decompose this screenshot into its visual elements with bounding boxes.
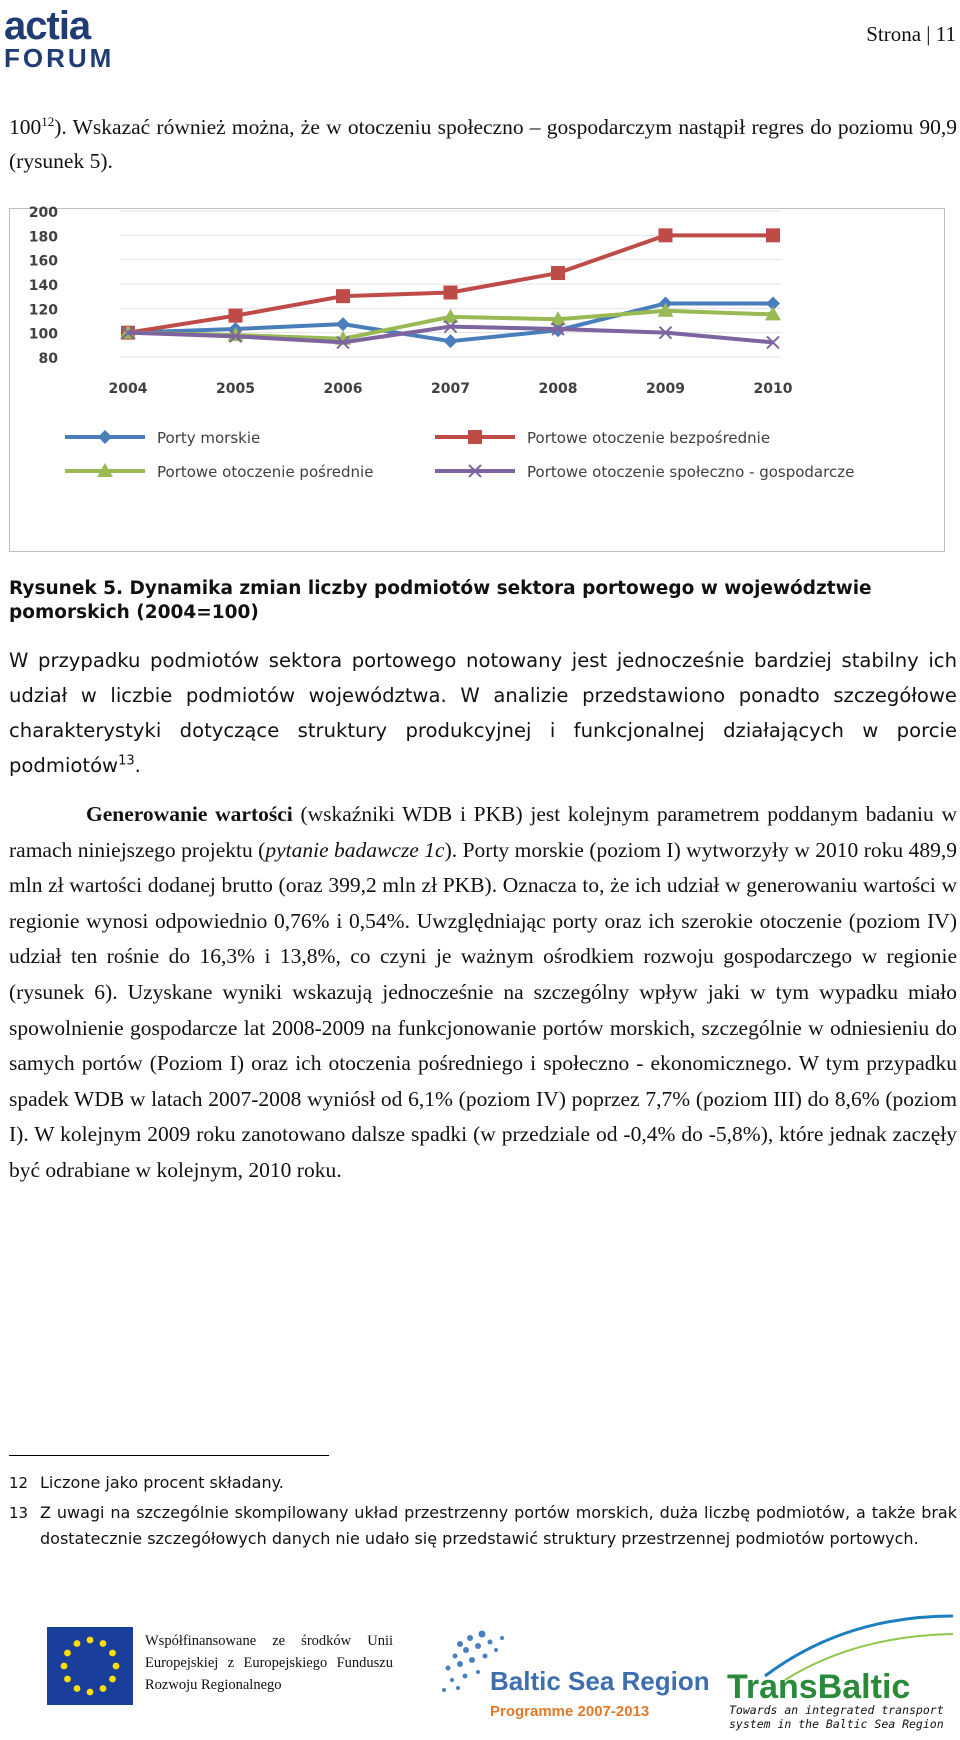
legend-marker: [98, 430, 112, 444]
footnote-ref-12[interactable]: 12: [41, 113, 55, 129]
eu-star: [113, 1663, 120, 1670]
logo-bottom-text: FORUM: [4, 43, 115, 73]
baltic-dots-icon: [430, 1620, 710, 1730]
paragraph-1-end: .: [134, 754, 141, 777]
eu-star: [100, 1685, 107, 1692]
line-chart: [10, 205, 944, 551]
data-point: [659, 228, 673, 242]
data-point: [766, 228, 780, 242]
eu-star: [100, 1640, 107, 1647]
eu-star: [109, 1650, 116, 1657]
page-number: Strona | 11: [866, 22, 956, 46]
transbaltic-tagline-2: system in the Baltic Sea Region: [729, 1717, 944, 1731]
chart-figure: [9, 205, 945, 552]
footnote-12-number: 12: [9, 1474, 29, 1492]
transbaltic-title: TransBaltic: [727, 1668, 911, 1706]
paragraph-2-part1: (wskaźniki WDB i PKB) jest kolejnym parametrem poddanym badaniu w ramach niniejszego projektu (: [9, 802, 957, 862]
transbaltic-logo: [725, 1606, 957, 1730]
eu-star: [87, 1689, 94, 1696]
y-tick-label: 100: [28, 326, 58, 343]
legend-label: Portowe otoczenie pośrednie: [157, 463, 374, 481]
y-tick-label: 80: [38, 351, 58, 367]
eu-stars-icon: [47, 1627, 133, 1705]
paragraph-2: [9, 797, 957, 1189]
legend-label: Portowe otoczenie bezpośrednie: [527, 429, 771, 447]
data-point: [336, 289, 350, 303]
footnote-13: [9, 1500, 957, 1582]
x-tick-label: 2006: [323, 381, 363, 397]
paragraph-1-text: W przypadku podmiotów sektora portowego notowany jest jednocześnie bardziej stabilny ich udział w liczbie podmiotów województwa. W analizie przedstawiono ponadto szczegółowe charakterystyki dotyczące struktury produkcyjnej i funkcjonalnej działających w porcie podmiotów: [9, 649, 957, 777]
eu-star: [64, 1650, 71, 1657]
x-tick-label: 2009: [646, 381, 685, 397]
data-point: [551, 266, 565, 280]
figure-caption: Rysunek 5. Dynamika zmian liczby podmiotów sektora portowego w województwie pomorskich (2004=100): [9, 578, 872, 623]
actia-forum-logo: [4, 4, 124, 73]
eu-star: [74, 1685, 81, 1692]
eu-star: [109, 1676, 116, 1683]
paragraph-1: [9, 643, 957, 783]
footnote-13-text: Z uwagi na szczególnie skompilowany układ przestrzenny portów morskich, duża liczbę podmiotów, a także brak dostatecznie szczegółowych danych nie udało się przedstawić struktury przestrzennej podmiotów portowych.: [40, 1503, 957, 1548]
footnote-ref-13[interactable]: 13: [118, 753, 135, 769]
x-tick-label: 2008: [538, 381, 578, 397]
footnote-13-number: 13: [9, 1504, 29, 1522]
eu-star: [74, 1640, 81, 1647]
intro-paragraph: [9, 110, 957, 178]
paragraph-2-bold: Generowanie wartości: [86, 802, 293, 826]
data-point: [444, 286, 458, 300]
y-tick-label: 200: [28, 205, 58, 221]
paragraph-2-part2: ). Porty morskie (poziom I) wytworzyły w 2010 roku 489,9 mln zł wartości dodanej brutto (oraz 399,2 mln zł PKB). Oznacza to, że ich udział w generowaniu wartości w regionie wynosi odpowiednio 0,76% i 0,54%. Uwzględniając porty oraz ich szerokie otoczenie (poziom IV) udział ten rośnie do 16,3% i 13,8%, co czyni je ważnym ośrodkiem rozwoju gospodarczego w regionie (rysunek 6). Uzyskane wyniki wskazują jednocześnie na szczególny wpływ jaki w tym wypadku miało spowolnienie gospodarcze lat 2008-2009 na funkcjonowanie portów morskich, szczególnie w odniesieniu do samych portów (Poziom I) oraz ich otoczenia pośredniego i społeczno - ekonomicznego. W tym przypadku spadek WDB w latach 2007-2008 wyniósł od 6,1% (poziom IV) poprzez 7,7% (poziom III) do 8,6% (poziom I). W kolejnym 2009 roku zanotowano dalsze spadki (w przedziale od -0,4% do -5,8%), które jednak zaczęły być odrabiane w kolejnym, 2010 roku.: [9, 837, 957, 1182]
data-point: [444, 334, 458, 348]
legend-label: Porty morskie: [157, 429, 261, 447]
footnote-12-text: Liczone jako procent składany.: [40, 1473, 284, 1492]
legend-label: Portowe otoczenie społeczno - gospodarcze: [527, 463, 855, 481]
y-tick-label: 160: [28, 253, 58, 270]
x-tick-label: 2005: [216, 381, 255, 397]
x-tick-label: 2004: [108, 381, 148, 397]
x-tick-label: 2007: [431, 381, 470, 397]
logo-top-text: actia: [4, 4, 91, 48]
y-tick-label: 180: [28, 229, 58, 246]
bsr-title: Baltic Sea Region: [490, 1666, 710, 1696]
eu-flag-logo: [47, 1627, 133, 1705]
footnote-12: [9, 1470, 957, 1498]
eu-star: [61, 1663, 68, 1670]
funding-note: Współfinansowane ze środków Unii Europejskiej z Europejskiego Funduszu Rozwoju Regionalnego: [145, 1633, 393, 1693]
x-tick-label: 2010: [753, 381, 793, 397]
eu-star: [87, 1637, 94, 1644]
y-tick-label: 120: [28, 302, 58, 319]
baltic-sea-region-logo: [430, 1620, 710, 1730]
transbaltic-tagline-1: Towards an integrated transport: [729, 1703, 944, 1717]
footnote-divider: [9, 1455, 329, 1456]
bsr-subtitle: Programme 2007-2013: [490, 1703, 650, 1720]
legend-marker: [468, 430, 482, 444]
eu-star: [64, 1676, 71, 1683]
transbaltic-icon: [725, 1606, 957, 1730]
paragraph-2-italic: pytanie badawcze 1c: [265, 837, 445, 862]
y-tick-label: 140: [28, 278, 58, 294]
intro-start: 100: [9, 115, 42, 139]
intro-text: ). Wskazać również można, że w otoczeniu społeczno – gospodarczym nastąpił regres do poziomu 90,9 (rysunek 5).: [9, 115, 957, 173]
data-point: [336, 317, 350, 331]
data-point: [229, 309, 243, 323]
